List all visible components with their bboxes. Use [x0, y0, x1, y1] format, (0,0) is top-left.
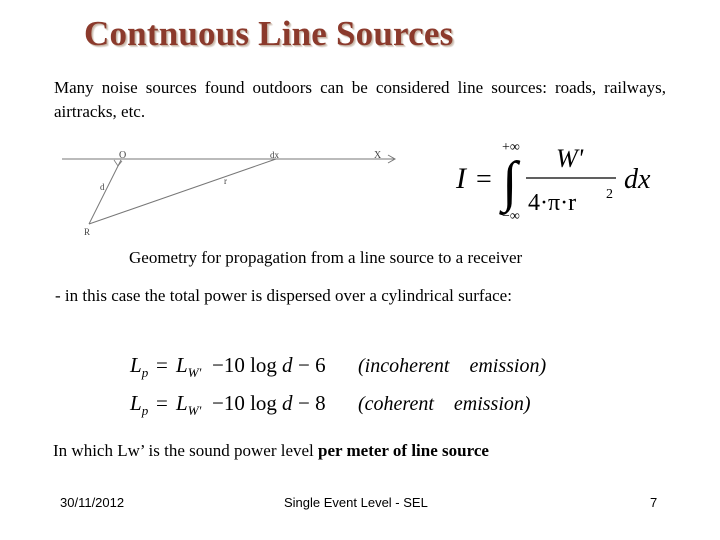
label-o: O [119, 150, 127, 161]
incoherent-note: (incoherent emission) [358, 355, 547, 377]
svg-text:d: d [282, 353, 293, 377]
formula-equals: = [476, 164, 492, 195]
coherent-note: (coherent emission) [358, 393, 531, 415]
label-r: r [224, 176, 227, 186]
svg-text:d: d [282, 391, 293, 415]
cylindrical-dispersion-text: - in this case the total power is dispersed over a cylindrical surface: [55, 286, 512, 305]
svg-text:LW': $L_{W'}$ [176, 353, 202, 380]
note-bold-emphasis: per meter of line source [318, 441, 489, 460]
label-d: d [100, 182, 105, 192]
lw-definition-note [53, 441, 489, 461]
svg-text:−10 log: −10 log [212, 353, 277, 377]
incoherent-equation [129, 353, 546, 380]
footer-title: Single Event Level - SEL [284, 495, 428, 510]
line-source-geometry-diagram [58, 142, 408, 238]
formula-denominator: 4·π·r [528, 190, 577, 216]
coherent-equation [129, 391, 531, 418]
label-x: X [374, 150, 382, 161]
note-prefix: In which Lw’ is the sound power level [53, 441, 319, 460]
lower-limit: −∞ [502, 209, 520, 224]
svg-text:Lp: $L_p$ [130, 353, 149, 380]
svg-text:=: = [156, 391, 168, 415]
label-dx: dx [270, 150, 279, 160]
formula-lhs: I [456, 162, 466, 195]
svg-text:=: = [156, 353, 168, 377]
sound-level-equations [126, 346, 596, 422]
footer-date: 30/11/2012 [60, 495, 125, 510]
diagram-caption: Geometry for propagation from a line source to a receiver [129, 248, 523, 267]
svg-text:− 6: − 6 [298, 353, 326, 377]
slide-title: Contnuous Line Sources [84, 14, 454, 53]
intro-paragraph: Many noise sources found outdoors can be considered line sources: roads, railways, airtracks, etc. [54, 78, 666, 121]
footer-page-number: 7 [650, 495, 658, 510]
svg-text:Lp: $L_p$ [130, 391, 149, 418]
formula-numerator: W' [556, 144, 584, 173]
svg-text:−10 log: −10 log [212, 391, 277, 415]
formula-exponent: 2 [606, 187, 613, 202]
integral-sign: ∫ [502, 151, 518, 213]
upper-limit: +∞ [502, 140, 520, 155]
formula-differential: dx [624, 164, 651, 195]
label-receiver: R [84, 227, 91, 237]
intensity-integral-formula [452, 138, 672, 226]
svg-text:LW': $L_{W'}$ [176, 391, 202, 418]
svg-text:− 8: − 8 [298, 391, 326, 415]
